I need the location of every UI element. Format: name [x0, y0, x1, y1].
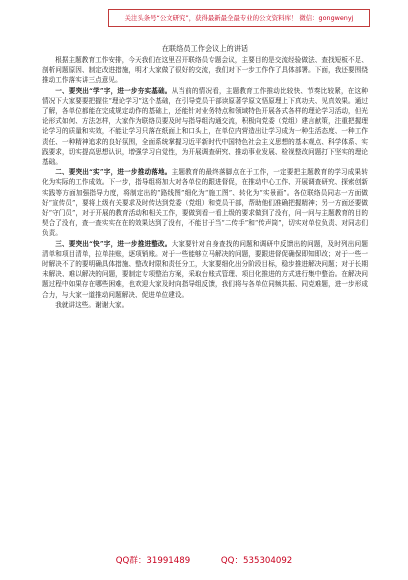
paragraph-section-2 — [42, 167, 368, 238]
paragraph-section-1 — [42, 86, 368, 168]
section-3-text: 大家要针对自身查找的问题和调研中反馈出的问题，及时列出问题清单和项目清单，拉单挂账，逐项销账。对于一些能够立马解决的问题，要跟进督促确保即知即改；对于一些一时解决不了的要明确具体措施、整改时限和责任分工，大家要细化出分阶段目标，稳步推进解决问题；对于长期未解决、难以解决的问题，要制定专项整治方案，采取台账式管理、项目化推进的方式进行集中整治。在解决问题过程中如果存在哪些困难，也欢迎大家及时向指导组反馈，我们将与各单位同频共振、同克难题，进一步形成合力，与大家一道推动问题解决、促进单位建设。 — [42, 239, 368, 299]
section-2-heading: 二、要突出“实”字，进一步推动落地。 — [55, 168, 172, 177]
paragraph-section-3 — [42, 239, 368, 300]
document-body — [42, 44, 368, 310]
document-title: 在联络员工作会议上的讲话 — [161, 44, 249, 53]
footer-qq: QQ：535304092 — [220, 556, 293, 566]
header-banner — [108, 9, 370, 27]
footer-contact — [0, 554, 408, 566]
section-3-heading: 三、要突出“快”字，进一步推进整改。 — [55, 239, 172, 248]
section-2-text: 主题教育的最终落脚点在于工作，一定要把主题教育的学习成果转化为实际的工作成效。下一步，指导组将加大对各单位的跟进督促，在推动中心工作、开展调查研究、探索创新实践等方面加强指导力度，将制定出的“路线图”细化为“施工图”、转化为“实景画”。各位联络员同志一方面做好“宣传员”，要将上级有关要求及时传达到党委（党组）和党员干部，帮助他们准确把握精神；另一方面还要做好“守门员”，对于开展的教育活动和相关工作，要做到看一看上级的要求做到了没有，问一问与主题教育的目的契合了没有，查一查实实在在的效果达到了没有，不能甘于当“二传手”和“传声筒”，切实对单位负责、对同志们负责。 — [42, 168, 368, 238]
footer-qq-group: QQ群：31991489 — [115, 556, 191, 566]
section-1-heading: 一、要突出“学”字，进一步夯实基础。 — [55, 86, 172, 95]
section-1-text: 从当前的情况看，主题教育工作推动比较快、节奏比较紧，在这种情况下大家要要把握住“理论学习”这个基础，在引导党员干部读原著学原文悟原理上下真功夫、见真效果。通过了解，各单位都能在完成规定动作的基础上，还能针对业务特点和领域特色开展各式各样的理论学习活动，但光论形式如何、方法怎样，大家作为联络员要及时与指导组沟通交流，积极向党委（党组）建言献策，注重把握理论学习的质量和实效，不能让学习只落在纸面上和口头上，在单位内营造出让学习成为一种生活态度、一种工作责任、一种精神追求的良好氛围，全面系统掌握习近平新时代中国特色社会主义思想的基本观点、科学体系、实践要求，切实提高思想认识，增强学习自觉性，为开展调查研究、推动事业发展、检视整改问题打下坚实的理论基础。 — [42, 86, 368, 167]
banner-text: 关注头条号“公文研究”，获得最新最全最专业的公文资料库！ 微信：gongwenyj — [124, 14, 354, 22]
paragraph-intro: 根据主题教育工作安排，今天我们在这里召开联络员专题会议，主要目的是交流经验做法、查找短板不足、剖析问题原因、制定改进措施，明才大家做了很好的交流，我们对下一步工作作了具体部署。下面，我还要围绕推动工作落实讲三点意见。 — [42, 56, 368, 85]
paragraph-closing: 我就讲这些。谢谢大家。 — [55, 300, 129, 309]
